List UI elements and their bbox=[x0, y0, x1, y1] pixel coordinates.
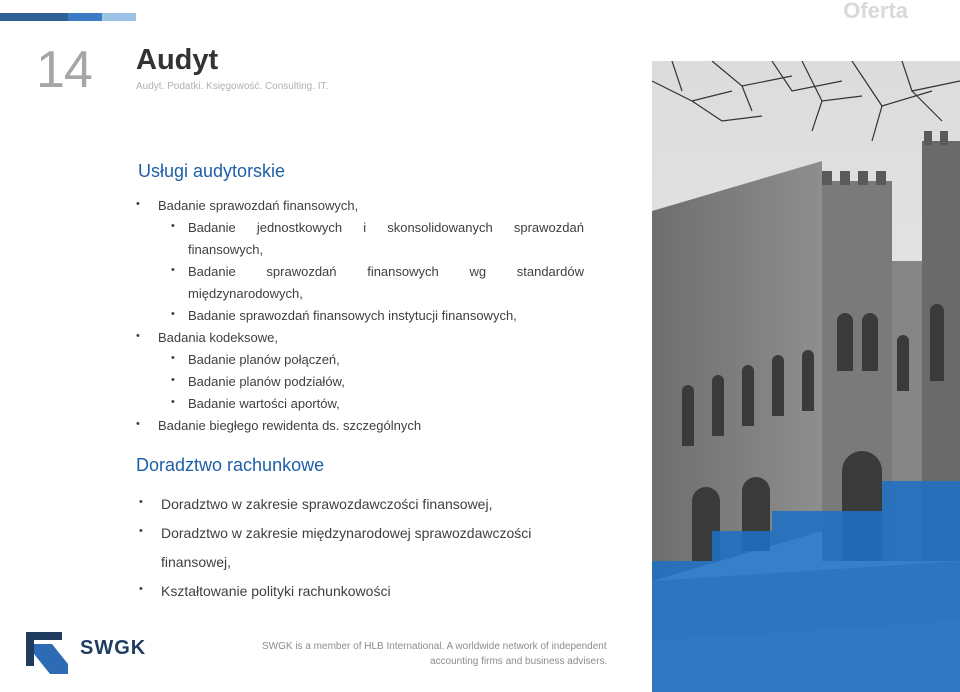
building-photo bbox=[652, 61, 960, 692]
bullet-icon: • bbox=[171, 220, 175, 232]
list-item-continuation: finansowej, bbox=[161, 554, 232, 570]
footer-text-line-1: SWGK is a member of HLB International. A worldwide network of independent bbox=[262, 641, 607, 652]
bullet-icon: • bbox=[136, 330, 140, 342]
list-item-continuation: międzynarodowych, bbox=[188, 286, 303, 301]
list-item: • Doradztwo w zakresie sprawozdawczości finansowej, bbox=[139, 496, 493, 512]
list-item: • Badanie sprawozdań finansowych instytucji finansowych, bbox=[171, 308, 517, 323]
accent-bar-3 bbox=[102, 13, 136, 21]
bullet-icon: • bbox=[139, 496, 143, 508]
bullet-icon: • bbox=[171, 352, 175, 364]
bullet-icon: • bbox=[171, 264, 175, 276]
list-item: • Badanie sprawozdań finansowych wg standardów bbox=[171, 264, 584, 279]
list-item: • Badanie jednostkowych i skonsolidowanych sprawozdań bbox=[171, 220, 584, 235]
accent-bar-2 bbox=[68, 13, 102, 21]
bullet-icon: • bbox=[139, 583, 143, 595]
list-item: • Badanie sprawozdań finansowych, bbox=[136, 198, 359, 213]
bullet-icon: • bbox=[171, 374, 175, 386]
list-item: • Kształtowanie polityki rachunkowości bbox=[139, 583, 391, 599]
list-item: • Badania kodeksowe, bbox=[136, 330, 278, 345]
list-item: • Badanie planów podziałów, bbox=[171, 374, 345, 389]
bullet-icon: • bbox=[171, 308, 175, 320]
slide-number: 14 bbox=[36, 41, 92, 99]
building-photo-illustration bbox=[652, 61, 960, 692]
list-item: • Badanie wartości aportów, bbox=[171, 396, 340, 411]
logo-text: SWGK bbox=[80, 637, 147, 659]
services-heading: Usługi audytorskie bbox=[138, 161, 286, 181]
footer-text-line-2: accounting firms and business advisers. bbox=[430, 656, 608, 667]
swgk-logo-icon bbox=[22, 628, 82, 678]
slide-subtitle: Audyt. Podatki. Księgowość. Consulting. IT. bbox=[136, 81, 329, 92]
bullet-icon: • bbox=[136, 418, 140, 430]
list-item: • Badanie planów połączeń, bbox=[171, 352, 340, 367]
list-item-continuation: finansowych, bbox=[188, 242, 264, 257]
bullet-icon: • bbox=[136, 198, 140, 210]
section-tag: Oferta bbox=[843, 0, 908, 23]
slide-title: Audyt bbox=[136, 44, 219, 76]
list-item: • Doradztwo w zakresie międzynarodowej sprawozdawczości bbox=[139, 525, 532, 541]
bullet-icon: • bbox=[171, 396, 175, 408]
advisory-heading: Doradztwo rachunkowe bbox=[136, 455, 325, 475]
bullet-icon: • bbox=[139, 525, 143, 537]
list-item: • Badanie biegłego rewidenta ds. szczególnych bbox=[136, 418, 422, 433]
accent-bar-1 bbox=[0, 13, 68, 21]
